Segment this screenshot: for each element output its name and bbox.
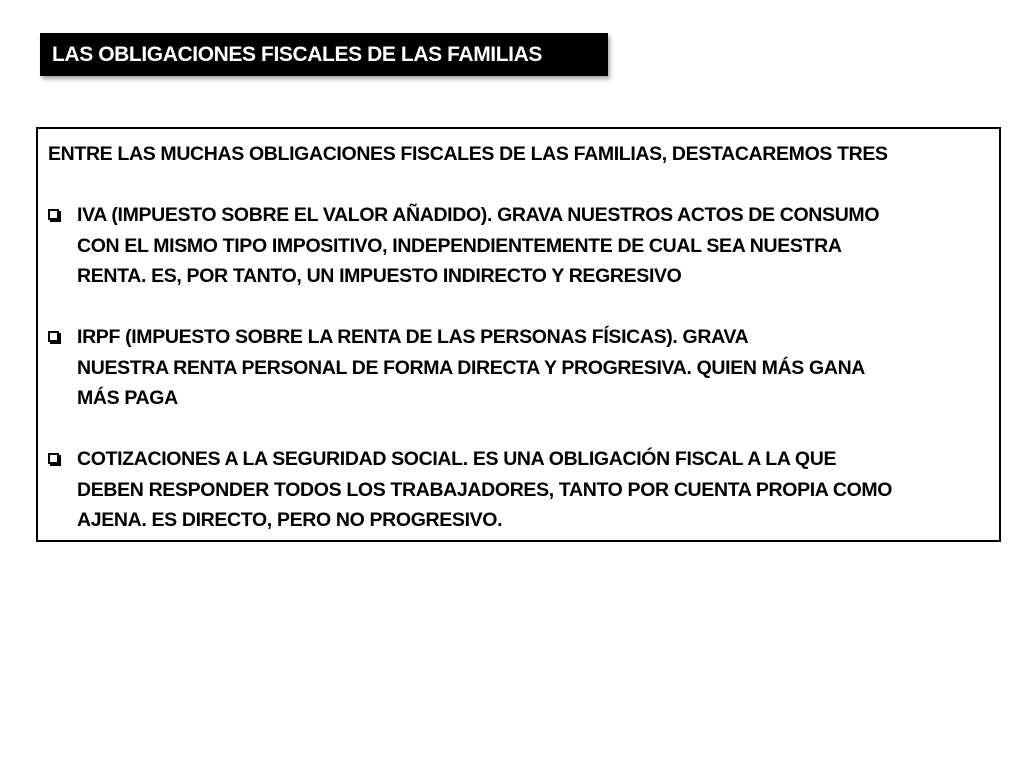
bullet-line: CON EL MISMO TIPO IMPOSITIVO, INDEPENDIENTEMENTE DE CUAL SEA NUESTRA (77, 234, 842, 257)
bullet-irpf (48, 322, 991, 414)
bullet-line: DEBEN RESPONDER TODOS LOS TRABAJADORES, TANTO POR CUENTA PROPIA COMO (77, 478, 893, 501)
title-banner (40, 33, 608, 76)
slide-title: LAS OBLIGACIONES FISCALES DE LAS FAMILIAS (52, 42, 542, 66)
bullet-line: AJENA. ES DIRECTO, PERO NO PROGRESIVO. (77, 509, 503, 531)
bullet-line: COTIZACIONES A LA SEGURIDAD SOCIAL. ES UNA OBLIGACIÓN FISCAL A LA QUE (77, 448, 837, 470)
intro-text: ENTRE LAS MUCHAS OBLIGACIONES FISCALES DE LAS FAMILIAS, DESTACAREMOS TRES (48, 143, 888, 165)
bullet-line: RENTA. ES, POR TANTO, UN IMPUESTO INDIRECTO Y REGRESIVO (77, 265, 682, 287)
bullet-line: NUESTRA RENTA PERSONAL DE FORMA DIRECTA Y PROGRESIVA. QUIEN MÁS GANA (77, 356, 866, 379)
hollow-square-bullet-icon (48, 209, 59, 220)
bullet-iva (48, 200, 991, 292)
bullet-line: IVA (IMPUESTO SOBRE EL VALOR AÑADIDO). GRAVA NUESTROS ACTOS DE CONSUMO (77, 204, 880, 226)
bullet-line: IRPF (IMPUESTO SOBRE LA RENTA DE LAS PERSONAS FÍSICAS). GRAVA (77, 326, 749, 348)
content-box (36, 127, 1001, 542)
bullet-seguridad-social (48, 444, 991, 536)
hollow-square-bullet-icon (48, 453, 59, 464)
bullet-line: MÁS PAGA (77, 387, 178, 409)
hollow-square-bullet-icon (48, 331, 59, 342)
